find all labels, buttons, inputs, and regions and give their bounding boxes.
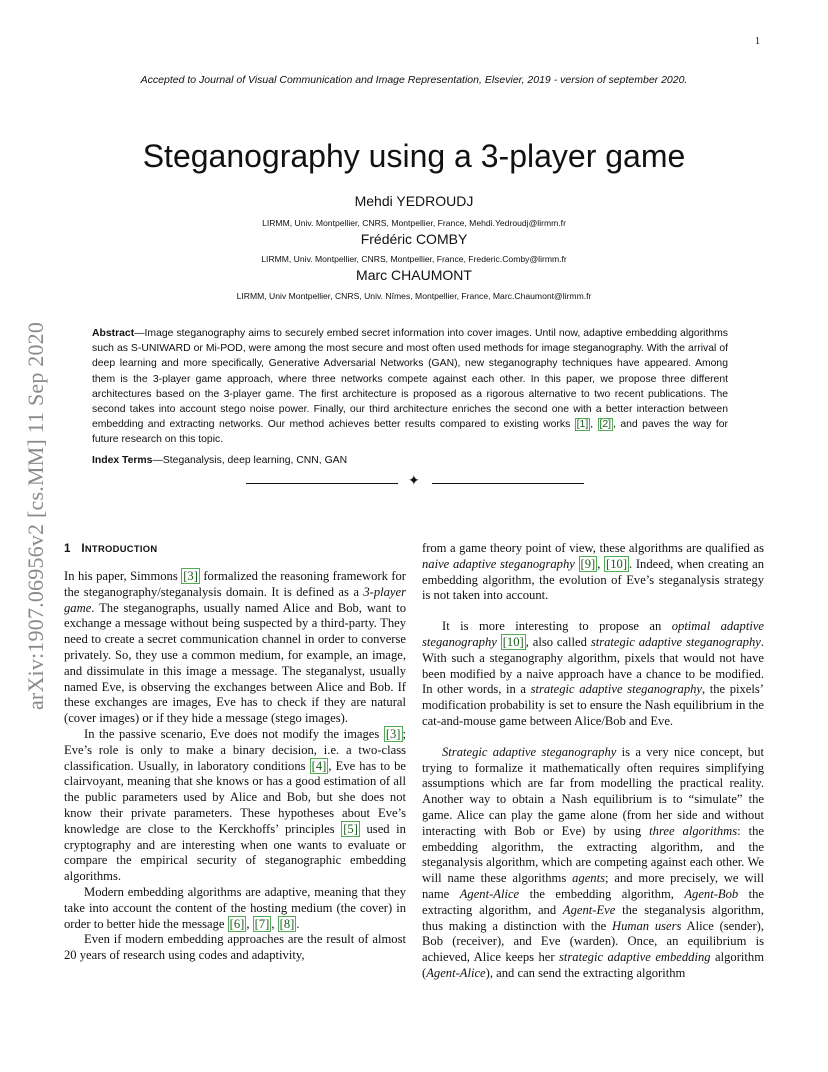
index-terms — [92, 455, 728, 466]
text: ; Eve’s role is only to make a binary decision, i.e. a two-class classification. Usually, in laboratory conditions — [64, 726, 406, 773]
paragraph — [422, 745, 764, 982]
text: , the pixels’ modification probability is set to ensure the Nash equilibrium in the cat-and-mouse game between Alice/Bob and Eve. — [422, 682, 764, 728]
citation-link[interactable]: [1] — [576, 419, 589, 431]
author-name-3: Marc CHAUMONT — [356, 267, 472, 283]
text: . The steganographs, usually named Alice and Bob, want to exchange a message without being suspected by a third-party. They need to create a secret communication channel in order to converse privately. So, they use a common medium, for example, an image, and dissimulate in this image a message. The steganalyst, usually named Eve, is observing the exchanges between Alice and Bob. If these exchanges are images, Eve has to check if they are natural (cover images) or if they hide a message (stego images). — [64, 600, 406, 726]
paragraph — [64, 569, 406, 727]
author-affiliation-2: LIRMM, Univ. Montpellier, CNRS, Montpellier, France, Frederic.Comby@lirmm.fr — [261, 254, 567, 264]
citation-link[interactable]: [2] — [599, 419, 612, 431]
emphasis: strategic adaptive steganography — [530, 682, 703, 697]
text: used in cryptography and are interesting when one wants to evaluate or compare the empirical security of steganographic embedding algorithms. — [64, 821, 406, 884]
text: , also called — [525, 634, 591, 649]
page-number: 1 — [755, 36, 760, 47]
text: . Indeed, when creating an embedding algorithm, the evolution of Eve’s steganalysis strategy is not taken into account. — [422, 556, 765, 603]
text: Modern embedding algorithms are adaptive, meaning that they take into account the content of the hosting medium (the cover) in order to better hide the message — [64, 884, 406, 931]
paragraph — [422, 619, 764, 730]
paragraph — [64, 885, 406, 932]
text: is a very nice concept, but trying to formalize it mathematically often requires simplifying assumptions which are far from modelling the practical reality. Another way to obtain a Nash equilibrium is to “simulate” the game. Alice can play the game alone (from her side and without interacting with Bob or Eve) by using — [422, 744, 764, 838]
section-divider — [246, 476, 584, 490]
author-name-2: Frédéric COMBY — [360, 231, 468, 247]
index-terms-text: —Steganalysis, deep learning, CNN, GAN — [152, 455, 348, 466]
emphasis: strategic adaptive embedding — [559, 950, 711, 965]
text: from a game theory point of view, these algorithms are qualified as — [422, 541, 764, 555]
divider-line-left — [246, 483, 398, 484]
emphasis: Agent-Eve — [562, 902, 616, 917]
citation-link[interactable]: [3] — [183, 569, 198, 583]
left-column — [64, 569, 406, 964]
paper-title: Steganography using a 3-player game — [142, 138, 686, 174]
text: In his paper, Simmons — [64, 569, 182, 583]
emphasis: optimal adaptive steganography — [422, 619, 764, 649]
divider-star-icon: ✦ — [408, 474, 420, 489]
section-heading — [64, 542, 157, 555]
abstract — [92, 326, 728, 448]
text: algorithm ( — [422, 950, 764, 980]
emphasis: agents — [572, 871, 605, 886]
section-title-initial: I — [81, 542, 85, 555]
text: ; and more precisely, we will name — [422, 871, 764, 901]
abstract-separator: , — [590, 419, 598, 431]
abstract-label: Abstract — [92, 328, 135, 339]
citation-link[interactable]: [4] — [311, 758, 327, 773]
emphasis: Strategic adaptive steganography — [442, 744, 617, 759]
arxiv-stamp-text: arXiv:1907.06956v2 [cs.MM] 11 Sep 2020 — [23, 321, 48, 711]
emphasis: three algorithms — [649, 823, 738, 838]
paragraph — [64, 727, 406, 885]
header-note: Accepted to Journal of Visual Communication and Image Representation, Elsevier, 2019 - version of september 2020. — [140, 74, 688, 86]
citation-link[interactable]: [7] — [254, 916, 270, 931]
text: the embedding algorithm, — [519, 886, 685, 901]
divider-line-right — [432, 483, 584, 484]
citation-link[interactable]: [5] — [343, 821, 358, 836]
text: Alice (sender), Bob (receiver), and Eve (warden). Once, an equilibrium is achieved, Alice keeps her — [422, 918, 764, 965]
emphasis: 3-player game — [64, 584, 406, 615]
citation-link[interactable]: [3] — [385, 726, 401, 741]
text: the steganalysis algorithm, thus making a distinction with the — [422, 902, 764, 933]
text: In the passive scenario, Eve does not modify the images — [84, 726, 384, 741]
emphasis: Agent-Alice — [459, 886, 520, 901]
citation-link[interactable]: [10] — [502, 634, 524, 649]
text: Even if modern embedding approaches are the result of almost 20 years of research using codes and adaptivity, — [64, 932, 406, 963]
text: , — [246, 916, 253, 931]
emphasis: strategic adaptive steganography — [590, 634, 761, 649]
author-affiliation-3: LIRMM, Univ Montpellier, CNRS, Univ. Nîmes, Montpellier, France, Marc.Chaumont@lirmm.fr — [236, 291, 592, 301]
text: , — [597, 556, 605, 571]
text — [575, 557, 579, 571]
citation-link[interactable]: [10] — [606, 556, 628, 571]
citation-link[interactable]: [6] — [229, 916, 245, 931]
emphasis: naive adaptive steganography — [422, 556, 575, 571]
text: , Eve has to be clairvoyant, meaning that she knows or has a good estimation of all the public parameters used by Alice and Bob, but she does not know their private parameters. These hypotheses about Eve’s knowledge are close to the Kerckhoffs’ principles — [64, 758, 406, 836]
abstract-text-end: , and paves the way for future research on this topic. — [92, 419, 728, 446]
emphasis: Agent-Bob — [684, 886, 739, 901]
text: . With such a steganography algorithm, pixels that would not have been modified by a naive approach have a chance to be modified. In other words, in a — [422, 634, 764, 697]
paragraph — [64, 932, 406, 964]
emphasis: Agent-Alice — [426, 965, 486, 980]
citation-link[interactable]: [9] — [580, 556, 596, 571]
text: : the embedding algorithm, the extracting algorithm, and the steganalysis algorithm, which are competing against each other. We will name these algorithms — [422, 823, 764, 886]
right-column — [422, 541, 764, 982]
emphasis: Human users — [612, 918, 682, 933]
author-name-1: Mehdi YEDROUDJ — [354, 193, 474, 209]
abstract-text: —Image steganography aims to securely embed secret information into cover images. Until now, adaptive embedding algorithms such as S-UNIWARD or Mi-POD, were among the most secure and most often used methods for image steganography. With the arrival of deep learning and more specifically, Generative Adversarial Networks (GAN), new steganography techniques have appeared. Among them is the 3-player game approach, where three networks compete against each other. In this paper, we propose three different architectures based on the 3-player game. The first architecture is proposed as a rigorous alternative to two recent publications. The second takes into account stego noise power. Finally, our third architecture enriches the second one with a better interaction between embedding and extracting networks. Our method achieves better results compared to existing works — [92, 328, 728, 431]
text: formalized the reasoning framework for the steganography/steganalysis domain. It is defined as a — [64, 569, 407, 599]
text: ), and can send the extracting algorithm — [485, 965, 686, 980]
section-number: 1 — [64, 542, 71, 555]
citation-link[interactable]: [8] — [279, 916, 295, 931]
author-affiliation-1: LIRMM, Univ. Montpellier, CNRS, Montpellier, France, Mehdi.Yedroudj@lirmm.fr — [262, 218, 566, 228]
index-terms-label: Index Terms — [92, 455, 153, 466]
paragraph — [422, 541, 764, 604]
section-title-rest: NTRODUCTION — [84, 543, 158, 554]
text: the extracting algorithm, and — [422, 886, 764, 917]
text: , — [271, 916, 278, 931]
text: . — [296, 916, 300, 931]
text: It is more interesting to propose an — [442, 619, 672, 634]
